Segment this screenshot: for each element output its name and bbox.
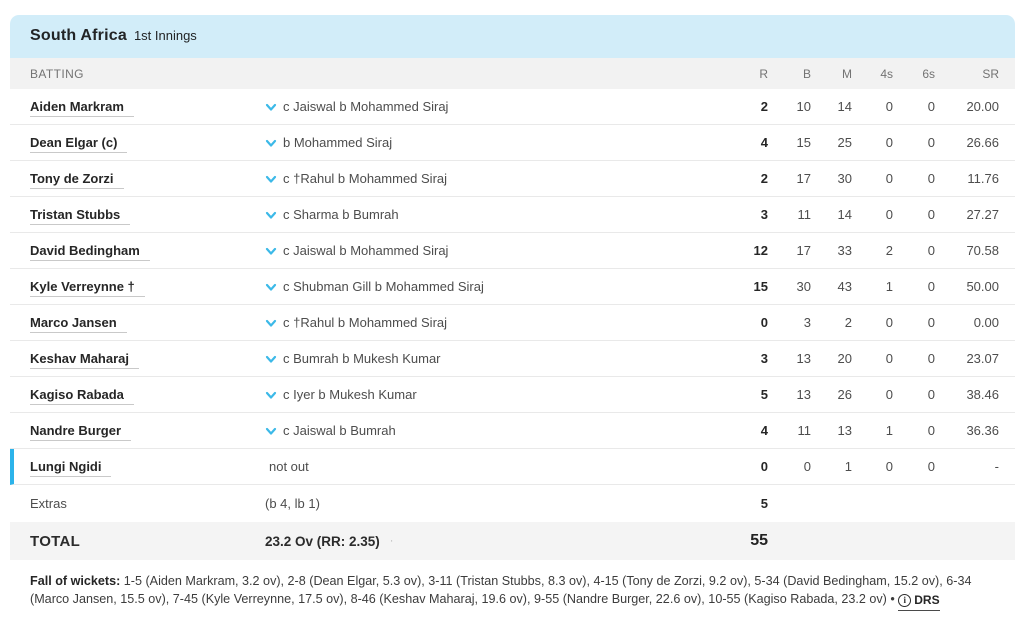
runs-cell: 4 xyxy=(760,135,768,150)
strike-rate-cell: 38.46 xyxy=(966,387,999,402)
chevron-down-icon[interactable] xyxy=(265,172,279,186)
fall-of-wickets-label: Fall of wickets: xyxy=(30,574,121,588)
dismissal-cell xyxy=(265,99,724,114)
fours-cell: 0 xyxy=(885,387,893,402)
dismissal-text: c Jaiswal b Mohammed Siraj xyxy=(283,99,449,114)
sixes-cell: 0 xyxy=(927,351,935,366)
sixes-cell: 0 xyxy=(927,99,935,114)
chevron-down-icon[interactable] xyxy=(265,424,279,438)
minutes-cell: 14 xyxy=(837,207,852,222)
dismissal-cell xyxy=(265,243,724,258)
extras-detail: (b 4, lb 1) xyxy=(265,496,320,511)
batsman-row xyxy=(10,197,1015,233)
chevron-down-icon[interactable] xyxy=(265,100,279,114)
total-runs: 55 xyxy=(750,532,768,549)
batsman-name-cell xyxy=(10,387,265,402)
total-dot-separator: · xyxy=(389,535,394,547)
dismissal-text: c Shubman Gill b Mohammed Siraj xyxy=(283,279,484,294)
chevron-down-icon[interactable] xyxy=(265,136,279,150)
batsman-name-link[interactable]: David Bedingham xyxy=(30,243,150,261)
fours-cell: 0 xyxy=(885,99,893,114)
sixes-cell: 0 xyxy=(927,171,935,186)
batting-label: BATTING xyxy=(30,66,84,81)
batsman-row xyxy=(10,377,1015,413)
balls-cell: 17 xyxy=(796,243,811,258)
sixes-cell: 0 xyxy=(927,459,935,474)
batsman-row xyxy=(10,161,1015,197)
dismissal-text: c Sharma b Bumrah xyxy=(283,207,399,222)
strike-rate-cell: 50.00 xyxy=(966,279,999,294)
batsman-name-link[interactable]: Aiden Markram xyxy=(30,99,134,117)
minutes-cell: 43 xyxy=(837,279,852,294)
sixes-cell: 0 xyxy=(927,243,935,258)
runs-cell: 0 xyxy=(760,459,768,474)
runs-cell: 12 xyxy=(753,243,768,258)
balls-cell: 13 xyxy=(796,387,811,402)
fours-cell: 0 xyxy=(885,315,893,330)
batsman-row xyxy=(10,233,1015,269)
strike-rate-cell: 26.66 xyxy=(966,135,999,150)
total-label: TOTAL xyxy=(30,532,81,550)
dismissal-text: c †Rahul b Mohammed Siraj xyxy=(283,171,448,186)
minutes-cell: 30 xyxy=(837,171,852,186)
chevron-down-icon[interactable] xyxy=(265,208,279,222)
fours-cell: 1 xyxy=(885,423,893,438)
batsman-name-cell xyxy=(10,351,265,366)
runs-cell: 3 xyxy=(760,207,768,222)
runs-cell: 15 xyxy=(753,279,768,294)
batsman-row xyxy=(10,125,1015,161)
runs-cell: 4 xyxy=(760,423,768,438)
minutes-cell: 33 xyxy=(837,243,852,258)
minutes-cell: 20 xyxy=(837,351,852,366)
minutes-cell: 26 xyxy=(837,387,852,402)
minutes-cell: 25 xyxy=(837,135,852,150)
chevron-down-icon[interactable] xyxy=(265,352,279,366)
innings-label: 1st Innings xyxy=(133,28,197,43)
batsman-row xyxy=(10,413,1015,449)
col-header-strike-rate: SR xyxy=(982,66,999,81)
batsman-name-link[interactable]: Nandre Burger xyxy=(30,423,131,441)
batsman-name-cell xyxy=(10,99,265,114)
batsman-name-cell xyxy=(10,171,265,186)
dismissal-text: c †Rahul b Mohammed Siraj xyxy=(283,315,448,330)
strike-rate-cell: - xyxy=(994,459,999,474)
innings-header xyxy=(10,15,1015,58)
chevron-down-icon[interactable] xyxy=(265,388,279,402)
batsman-row xyxy=(10,269,1015,305)
batsman-name-cell xyxy=(10,135,265,150)
fours-cell: 0 xyxy=(885,351,893,366)
extras-runs: 5 xyxy=(760,496,768,511)
dismissal-text: c Jaiswal b Mohammed Siraj xyxy=(283,243,449,258)
chevron-down-icon[interactable] xyxy=(265,316,279,330)
dismissal-text: not out xyxy=(269,459,309,474)
strike-rate-cell: 70.58 xyxy=(966,243,999,258)
strike-rate-cell: 11.76 xyxy=(967,171,999,186)
runs-cell: 2 xyxy=(760,171,768,186)
dismissal-text: c Iyer b Mukesh Kumar xyxy=(283,387,417,402)
batsman-name-cell xyxy=(10,279,265,294)
sixes-cell: 0 xyxy=(927,423,935,438)
dismissal-cell xyxy=(265,351,724,366)
col-header-minutes: M xyxy=(842,66,852,81)
runs-cell: 5 xyxy=(760,387,768,402)
sixes-cell: 0 xyxy=(927,135,935,150)
batsman-name-cell xyxy=(10,207,265,222)
balls-cell: 11 xyxy=(797,423,811,438)
strike-rate-cell: 27.27 xyxy=(966,207,999,222)
batsman-name-link[interactable]: Kyle Verreynne † xyxy=(30,279,145,297)
fours-cell: 0 xyxy=(885,459,893,474)
balls-cell: 17 xyxy=(796,171,811,186)
dismissal-cell xyxy=(265,135,724,150)
sixes-cell: 0 xyxy=(927,207,935,222)
dismissal-cell xyxy=(265,171,724,186)
batsman-row xyxy=(10,341,1015,377)
fours-cell: 0 xyxy=(885,171,893,186)
chevron-down-icon[interactable] xyxy=(265,280,279,294)
runs-cell: 0 xyxy=(760,315,768,330)
sixes-cell: 0 xyxy=(927,387,935,402)
batsman-name-link[interactable]: Marco Jansen xyxy=(30,315,127,333)
batsman-name-link[interactable]: Tony de Zorzi xyxy=(30,171,124,189)
minutes-cell: 14 xyxy=(837,99,852,114)
balls-cell: 0 xyxy=(803,459,811,474)
dismissal-cell xyxy=(269,459,724,474)
team-name: South Africa xyxy=(30,27,127,44)
strike-rate-cell: 0.00 xyxy=(973,315,999,330)
batting-rows xyxy=(10,89,1015,485)
runs-cell: 3 xyxy=(760,351,768,366)
dismissal-text: c Bumrah b Mukesh Kumar xyxy=(283,351,441,366)
dismissal-cell xyxy=(265,315,724,330)
balls-cell: 30 xyxy=(796,279,811,294)
batsman-row xyxy=(10,305,1015,341)
extras-label: Extras xyxy=(30,496,67,511)
drs-link[interactable] xyxy=(898,592,939,612)
batsman-name-cell xyxy=(10,315,265,330)
batsman-name-link[interactable]: Keshav Maharaj xyxy=(30,351,139,369)
fours-cell: 0 xyxy=(885,207,893,222)
total-overs: 23.2 Ov (RR: 2.35) xyxy=(265,533,380,549)
fours-cell: 2 xyxy=(885,243,893,258)
batting-column-header xyxy=(10,58,1015,89)
batsman-name-link[interactable]: Dean Elgar (c) xyxy=(30,135,127,153)
scorecard-card xyxy=(10,15,1015,621)
strike-rate-cell: 36.36 xyxy=(966,423,999,438)
dismissal-cell xyxy=(265,423,724,438)
minutes-cell: 13 xyxy=(837,423,852,438)
batsman-row xyxy=(10,449,1015,485)
balls-cell: 13 xyxy=(796,351,811,366)
total-row xyxy=(10,522,1015,560)
runs-cell: 2 xyxy=(760,99,768,114)
strike-rate-cell: 23.07 xyxy=(966,351,999,366)
col-header-balls: B xyxy=(802,66,811,81)
fall-of-wickets-text: 1-5 (Aiden Markram, 3.2 ov), 2-8 (Dean Elgar, 5.3 ov), 3-11 (Tristan Stubbs, 8.3 ov), 4-15 (Tony de Zorzi, 9.2 ov), 5-34 (David Bedingham, 15.2 ov), 6-34 (Marco Jansen, 15.5 ov), 7-45 (Kyle Verreynne, 17.5 ov), 8-46 (Keshav Maharaj, 19.6 ov), 9-55 (Nandre Burger, 22.6 ov), 10-55 (Kagiso Rabada, 23.2 ov) xyxy=(30,574,972,606)
batsman-name-link[interactable]: Kagiso Rabada xyxy=(30,387,134,405)
col-header-sixes: 6s xyxy=(922,66,935,81)
balls-cell: 10 xyxy=(796,99,811,114)
col-header-fours: 4s xyxy=(880,66,893,81)
sixes-cell: 0 xyxy=(927,315,935,330)
fall-of-wickets xyxy=(10,560,1015,621)
dismissal-cell xyxy=(265,207,724,222)
batsman-name-cell xyxy=(10,423,265,438)
strike-rate-cell: 20.00 xyxy=(966,99,999,114)
balls-cell: 11 xyxy=(797,207,811,222)
chevron-down-icon[interactable] xyxy=(265,244,279,258)
balls-cell: 15 xyxy=(796,135,811,150)
dismissal-cell xyxy=(265,279,724,294)
minutes-cell: 1 xyxy=(844,459,852,474)
dismissal-text: c Jaiswal b Bumrah xyxy=(283,423,396,438)
dismissal-cell xyxy=(265,387,724,402)
col-header-runs: R xyxy=(759,66,768,81)
batsman-name-cell xyxy=(10,243,265,258)
batsman-name-link[interactable]: Lungi Ngidi xyxy=(30,459,111,477)
balls-cell: 3 xyxy=(803,315,811,330)
fours-cell: 0 xyxy=(885,135,893,150)
minutes-cell: 2 xyxy=(844,315,852,330)
batsman-name-link[interactable]: Tristan Stubbs xyxy=(30,207,130,225)
sixes-cell: 0 xyxy=(927,279,935,294)
info-icon: i xyxy=(898,594,911,607)
batsman-row xyxy=(10,89,1015,125)
batsman-name-cell xyxy=(14,459,269,474)
fours-cell: 1 xyxy=(885,279,893,294)
dismissal-text: b Mohammed Siraj xyxy=(283,135,393,150)
fall-of-wickets-separator: • xyxy=(886,591,899,606)
extras-row xyxy=(10,485,1015,522)
drs-label: DRS xyxy=(914,592,940,607)
